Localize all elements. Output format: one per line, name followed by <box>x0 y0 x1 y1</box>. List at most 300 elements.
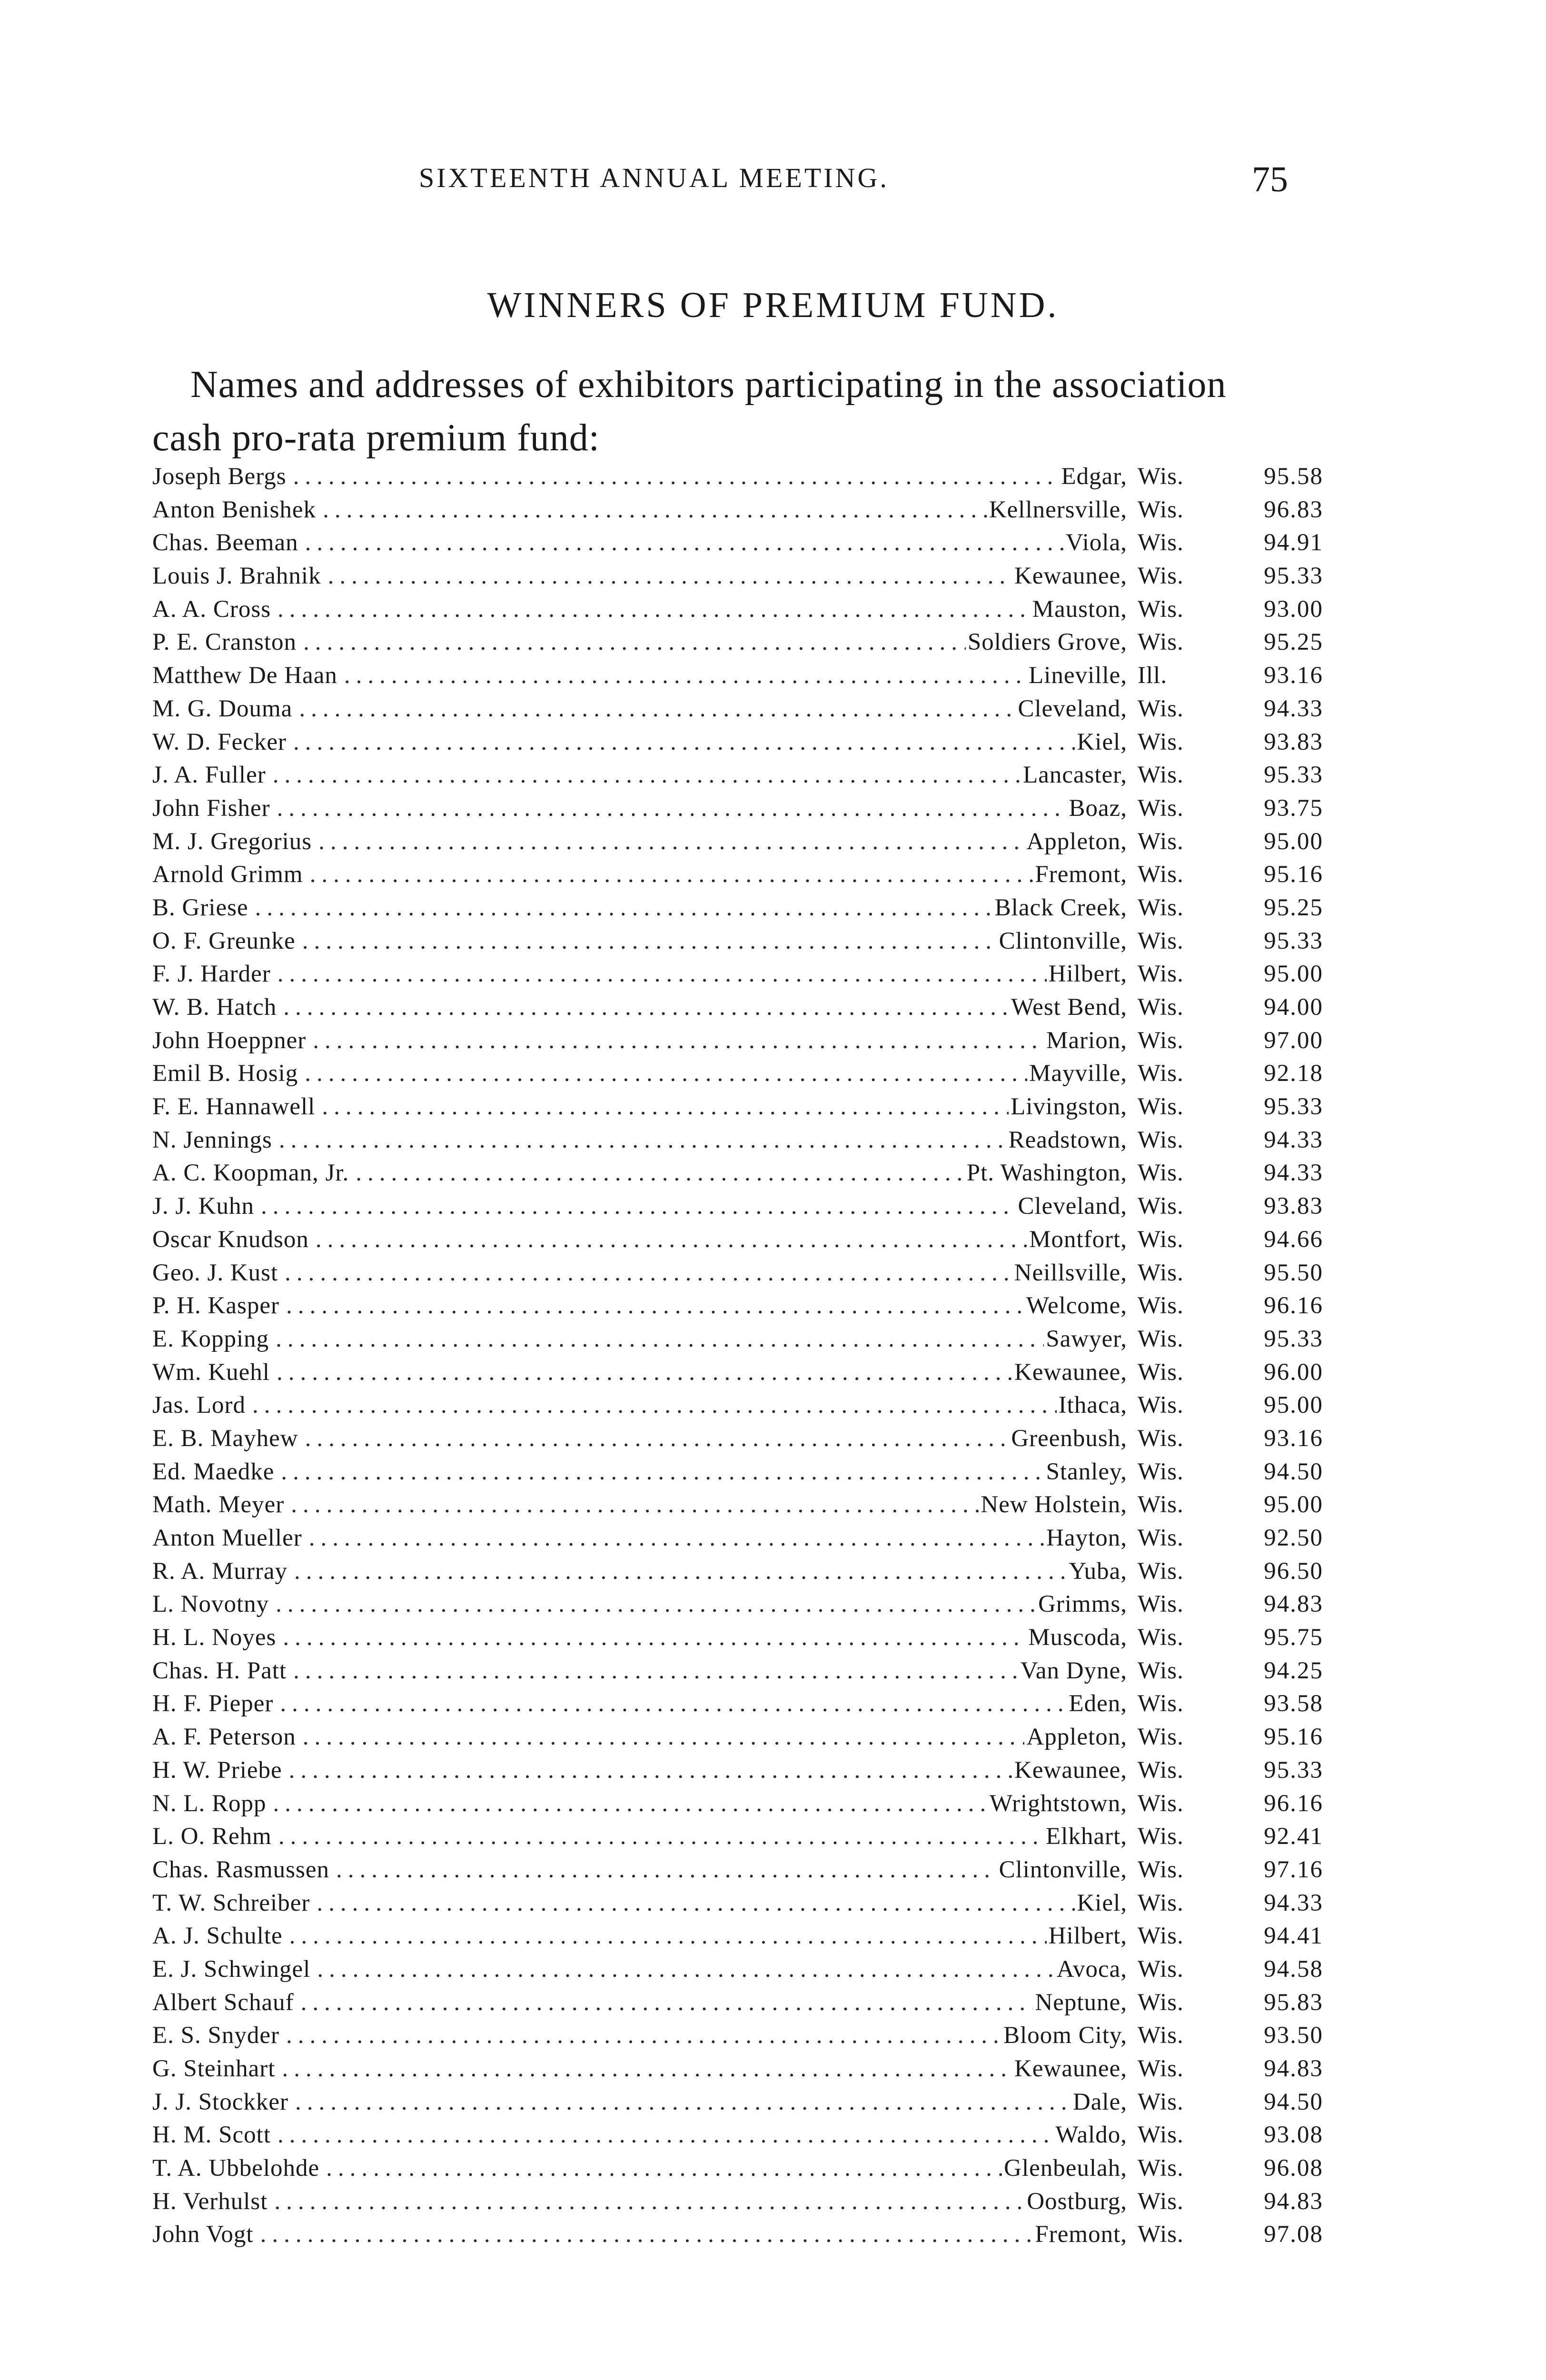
winner-score: 96.16 <box>1264 1790 1323 1817</box>
winner-score: 95.75 <box>1264 1624 1323 1651</box>
winner-state: Wis. <box>1138 1226 1184 1253</box>
leader-dots <box>281 1458 1044 1485</box>
winner-state: Wis. <box>1138 595 1184 623</box>
leader-dots <box>255 894 993 921</box>
winner-row <box>152 2188 1323 2221</box>
winner-row <box>152 1491 1323 1524</box>
leader-dots <box>303 1723 1025 1750</box>
winner-name: J. A. Fuller <box>152 762 266 789</box>
winner-town: Fremont, <box>1035 2221 1127 2248</box>
leader-dots <box>277 794 1067 821</box>
winner-score: 95.00 <box>1264 1491 1323 1518</box>
leader-dots <box>278 1823 1044 1849</box>
winner-town: West Bend, <box>1011 994 1127 1021</box>
winner-name: Albert Schauf <box>152 1989 294 2016</box>
winner-row <box>152 1027 1323 1060</box>
winner-score: 94.33 <box>1264 695 1323 722</box>
winner-town: Viola, <box>1066 529 1127 556</box>
winner-row <box>152 828 1323 861</box>
winner-town: Wrightstown, <box>989 1790 1127 1817</box>
leader-dots <box>318 828 1024 854</box>
leader-dots <box>273 761 1021 788</box>
winner-name: Arnold Grimm <box>152 861 303 888</box>
winner-score: 95.33 <box>1264 1756 1323 1784</box>
winner-score: 96.00 <box>1264 1359 1323 1386</box>
winner-name: O. F. Greunke <box>152 927 296 954</box>
winner-state: Wis. <box>1138 1624 1184 1651</box>
winner-state: Wis. <box>1138 2188 1184 2215</box>
winner-score: 95.00 <box>1264 1392 1323 1419</box>
winner-score: 95.25 <box>1264 629 1323 656</box>
winners-list <box>152 463 1323 2254</box>
winner-state: Wis. <box>1138 728 1184 755</box>
winner-row <box>152 1723 1323 1756</box>
winner-town: Appleton, <box>1026 1724 1127 1751</box>
winner-state: Wis. <box>1138 629 1184 656</box>
winner-score: 95.33 <box>1264 563 1323 590</box>
winner-name: John Vogt <box>152 2221 254 2248</box>
winner-row <box>152 894 1323 927</box>
winner-score: 95.83 <box>1264 1989 1323 2016</box>
winner-row <box>152 595 1323 629</box>
winner-row <box>152 1458 1323 1491</box>
leader-dots <box>322 1093 1009 1120</box>
leader-dots <box>294 1557 1067 1584</box>
winner-score: 93.16 <box>1264 662 1323 689</box>
leader-dots <box>279 1126 1007 1153</box>
winner-row <box>152 2121 1323 2154</box>
winner-name: N. L. Ropp <box>152 1790 267 1817</box>
winner-score: 92.50 <box>1264 1525 1323 1551</box>
winner-name: L. Novotny <box>152 1591 269 1618</box>
winner-row <box>152 1325 1323 1359</box>
leader-dots <box>305 529 1064 555</box>
winner-town: Neptune, <box>1035 1989 1127 2016</box>
winner-row <box>152 861 1323 894</box>
winner-state: Wis. <box>1138 1292 1184 1319</box>
winner-name: N. Jennings <box>152 1126 272 1153</box>
leader-dots <box>316 1226 1027 1252</box>
winner-score: 92.41 <box>1264 1823 1323 1850</box>
winner-town: Kiel, <box>1077 728 1127 755</box>
winner-row <box>152 1624 1323 1657</box>
winner-row <box>152 1226 1323 1259</box>
leader-dots <box>293 1657 1019 1684</box>
winner-name: Emil B. Hosig <box>152 1060 298 1087</box>
winner-town: Montfort, <box>1029 1226 1127 1253</box>
winner-state: Wis. <box>1138 794 1184 822</box>
winner-state: Wis. <box>1138 1126 1184 1153</box>
winner-state: Wis. <box>1138 1923 1184 1950</box>
winner-state: Ill. <box>1138 662 1168 689</box>
winner-name: Joseph Bergs <box>152 463 287 490</box>
winner-town: Soldiers Grove, <box>967 629 1127 656</box>
winner-town: Boaz, <box>1069 794 1127 822</box>
winner-town: Hayton, <box>1046 1525 1127 1551</box>
winner-town: Eden, <box>1069 1690 1127 1717</box>
winner-score: 94.41 <box>1264 1923 1323 1950</box>
winner-row <box>152 1889 1323 1923</box>
winner-row <box>152 1093 1323 1126</box>
winner-town: Clintonville, <box>999 1856 1127 1883</box>
leader-dots <box>277 595 1031 622</box>
winner-town: Kewaunee, <box>1014 1359 1127 1386</box>
winner-state: Wis. <box>1138 1458 1184 1485</box>
winner-row <box>152 1823 1323 1856</box>
winner-row <box>152 662 1323 695</box>
leader-dots <box>323 496 987 523</box>
winner-row <box>152 562 1323 595</box>
winner-row <box>152 695 1323 728</box>
winner-state: Wis. <box>1138 894 1184 921</box>
winner-name: John Fisher <box>152 794 270 822</box>
winner-town: Kewaunee, <box>1014 2055 1127 2082</box>
winner-row <box>152 993 1323 1027</box>
winner-name: Louis J. Brahnik <box>152 563 321 590</box>
winner-name: R. A. Murray <box>152 1557 287 1585</box>
winner-name: E. B. Mayhew <box>152 1425 298 1452</box>
winner-row <box>152 1524 1323 1557</box>
winner-score: 95.00 <box>1264 828 1323 855</box>
winner-row <box>152 2221 1323 2254</box>
winner-state: Wis. <box>1138 463 1184 490</box>
winner-town: Kewaunee, <box>1014 1756 1127 1784</box>
winner-town: Hilbert, <box>1048 1923 1127 1950</box>
winner-name: H. M. Scott <box>152 2122 271 2149</box>
winner-score: 93.75 <box>1264 794 1323 822</box>
running-head <box>0 159 1546 219</box>
winner-town: Lineville, <box>1029 662 1127 689</box>
winner-name: Wm. Kuehl <box>152 1359 270 1386</box>
winner-row <box>152 1989 1323 2022</box>
winner-score: 97.16 <box>1264 1856 1323 1883</box>
winner-score: 95.33 <box>1264 927 1323 954</box>
winner-state: Wis. <box>1138 1060 1184 1087</box>
winner-row <box>152 1790 1323 1823</box>
winner-town: Neillsville, <box>1014 1259 1127 1286</box>
winner-town: Mauston, <box>1032 595 1127 623</box>
winner-score: 97.00 <box>1264 1027 1323 1054</box>
winner-town: Dale, <box>1072 2088 1127 2115</box>
winner-name: Oscar Knudson <box>152 1226 309 1253</box>
winner-row <box>152 1159 1323 1192</box>
winner-name: E. S. Snyder <box>152 2022 279 2049</box>
leader-dots <box>301 1989 1033 2015</box>
winner-score: 95.25 <box>1264 894 1323 921</box>
section-title: WINNERS OF PREMIUM FUND. <box>487 285 1059 325</box>
winner-state: Wis. <box>1138 2221 1184 2248</box>
leader-dots <box>317 1889 1075 1916</box>
winner-town: Ithaca, <box>1058 1392 1127 1419</box>
running-title: SIXTEENTH ANNUAL MEETING. <box>419 162 889 193</box>
winner-row <box>152 960 1323 993</box>
winner-state: Wis. <box>1138 2022 1184 2049</box>
winner-row <box>152 1690 1323 1723</box>
winner-row <box>152 728 1323 762</box>
winner-name: Matthew De Haan <box>152 662 337 689</box>
winner-score: 95.00 <box>1264 961 1323 988</box>
winner-name: P. H. Kasper <box>152 1292 279 1319</box>
winner-state: Wis. <box>1138 762 1184 789</box>
winner-row <box>152 1192 1323 1226</box>
winner-score: 97.08 <box>1264 2221 1323 2248</box>
winner-state: Wis. <box>1138 1591 1184 1618</box>
winner-state: Wis. <box>1138 1160 1184 1187</box>
leader-dots <box>277 2121 1053 2148</box>
leader-dots <box>317 1955 1055 1982</box>
winner-town: Pt. Washington, <box>966 1160 1127 1187</box>
winner-score: 94.66 <box>1264 1226 1323 1253</box>
winner-score: 96.83 <box>1264 496 1323 523</box>
winner-state: Wis. <box>1138 1525 1184 1551</box>
leader-dots <box>289 1922 1047 1949</box>
winner-name: M. G. Douma <box>152 695 293 722</box>
winner-state: Wis. <box>1138 1657 1184 1684</box>
winner-row <box>152 628 1323 662</box>
winner-state: Wis. <box>1138 2088 1184 2115</box>
winner-state: Wis. <box>1138 994 1184 1021</box>
winner-town: New Holstein, <box>981 1491 1127 1518</box>
winner-row <box>152 761 1323 794</box>
winner-town: Hilbert, <box>1048 961 1127 988</box>
winner-name: T. W. Schreiber <box>152 1889 310 1916</box>
winner-name: Anton Mueller <box>152 1525 302 1551</box>
winner-state: Wis. <box>1138 1425 1184 1452</box>
leader-dots <box>328 562 1012 589</box>
winner-name: E. J. Schwingel <box>152 1955 311 1983</box>
intro-paragraph: Names and addresses of exhibitors participating in the association cash pro-rata premium fund: <box>152 364 1227 459</box>
winner-town: Cleveland, <box>1018 1193 1127 1220</box>
winner-town: Elkhart, <box>1046 1823 1127 1850</box>
winner-state: Wis. <box>1138 1690 1184 1717</box>
winner-town: Van Dyne, <box>1020 1657 1127 1684</box>
leader-dots <box>252 1391 1057 1418</box>
winner-score: 94.91 <box>1264 529 1323 556</box>
winner-score: 96.08 <box>1264 2155 1323 2182</box>
winner-town: Black Creek, <box>994 894 1127 921</box>
winner-score: 93.83 <box>1264 728 1323 755</box>
winner-score: 95.16 <box>1264 861 1323 888</box>
leader-dots <box>309 1524 1044 1551</box>
winner-name: L. O. Rehm <box>152 1823 272 1850</box>
winner-score: 94.33 <box>1264 1889 1323 1916</box>
winner-score: 94.50 <box>1264 2088 1323 2115</box>
winner-score: 94.33 <box>1264 1160 1323 1187</box>
leader-dots <box>286 2022 1001 2048</box>
winner-name: Jas. Lord <box>152 1392 246 1419</box>
winner-name: Chas. Beeman <box>152 529 298 556</box>
leader-dots <box>289 1756 1012 1783</box>
winner-name: Chas. H. Patt <box>152 1657 287 1684</box>
winner-name: B. Griese <box>152 894 248 921</box>
winner-state: Wis. <box>1138 1756 1184 1784</box>
leader-dots <box>305 1425 1010 1451</box>
leader-dots <box>260 2221 1033 2247</box>
winner-score: 95.33 <box>1264 762 1323 789</box>
page-number: 75 <box>1252 159 1288 199</box>
winner-state: Wis. <box>1138 1790 1184 1817</box>
winner-state: Wis. <box>1138 2122 1184 2149</box>
winner-town: Marion, <box>1046 1027 1127 1054</box>
winner-state: Wis. <box>1138 1325 1184 1352</box>
winner-state: Wis. <box>1138 1889 1184 1916</box>
winner-name: Ed. Maedke <box>152 1458 275 1485</box>
winner-name: G. Steinhart <box>152 2055 276 2082</box>
winner-name: A. A. Cross <box>152 595 271 623</box>
winner-state: Wis. <box>1138 1989 1184 2016</box>
winner-score: 94.83 <box>1264 1591 1323 1618</box>
winner-name: Math. Meyer <box>152 1491 285 1518</box>
winner-town: Kellnersville, <box>989 496 1127 523</box>
winner-name: A. C. Koopman, Jr. <box>152 1160 349 1187</box>
leader-dots <box>295 2088 1071 2115</box>
winner-state: Wis. <box>1138 2155 1184 2182</box>
winner-row <box>152 2022 1323 2055</box>
winner-name: H. F. Pieper <box>152 1690 274 1717</box>
leader-dots <box>276 1590 1036 1617</box>
winner-town: Edgar, <box>1061 463 1127 490</box>
winner-score: 95.58 <box>1264 463 1323 490</box>
winner-state: Wis. <box>1138 828 1184 855</box>
winner-row <box>152 2154 1323 2188</box>
winner-score: 95.50 <box>1264 1259 1323 1286</box>
winner-name: H. L. Noyes <box>152 1624 277 1651</box>
winner-score: 93.00 <box>1264 595 1323 623</box>
winner-name: A. F. Peterson <box>152 1724 296 1751</box>
winner-row <box>152 1391 1323 1425</box>
leader-dots <box>261 1192 1016 1219</box>
leader-dots <box>299 695 1016 722</box>
leader-dots <box>303 628 966 655</box>
winner-score: 94.25 <box>1264 1657 1323 1684</box>
leader-dots <box>286 1292 1024 1319</box>
winner-state: Wis. <box>1138 529 1184 556</box>
winner-state: Wis. <box>1138 1557 1184 1585</box>
winner-row <box>152 1292 1323 1325</box>
leader-dots <box>285 1259 1012 1286</box>
leader-dots <box>276 1325 1044 1352</box>
winner-score: 94.00 <box>1264 994 1323 1021</box>
winner-name: H. Verhulst <box>152 2188 268 2215</box>
winner-score: 95.33 <box>1264 1093 1323 1121</box>
winner-state: Wis. <box>1138 1193 1184 1220</box>
winner-state: Wis. <box>1138 861 1184 888</box>
winner-row <box>152 2088 1323 2122</box>
leader-dots <box>344 662 1027 688</box>
winner-row <box>152 1590 1323 1624</box>
winner-state: Wis. <box>1138 1093 1184 1121</box>
winner-town: Kewaunee, <box>1014 563 1127 590</box>
winner-town: Livingston, <box>1011 1093 1127 1121</box>
winner-state: Wis. <box>1138 1259 1184 1286</box>
winner-town: Bloom City, <box>1003 2022 1127 2049</box>
winner-state: Wis. <box>1138 927 1184 954</box>
winner-score: 96.50 <box>1264 1557 1323 1585</box>
winner-name: J. J. Kuhn <box>152 1193 255 1220</box>
leader-dots <box>293 728 1075 755</box>
winner-score: 93.16 <box>1264 1425 1323 1452</box>
winner-town: Fremont, <box>1035 861 1127 888</box>
winner-state: Wis. <box>1138 695 1184 722</box>
winner-name: W. D. Fecker <box>152 728 287 755</box>
winner-name: F. J. Harder <box>152 961 271 988</box>
leader-dots <box>326 2154 1002 2181</box>
leader-dots <box>305 1060 1027 1086</box>
leader-dots <box>283 1624 1026 1650</box>
winner-row <box>152 463 1323 496</box>
winner-state: Wis. <box>1138 1856 1184 1883</box>
winner-name: E. Kopping <box>152 1325 269 1352</box>
winner-score: 96.16 <box>1264 1292 1323 1319</box>
winner-town: Yuba, <box>1069 1557 1127 1585</box>
winner-town: Lancaster, <box>1023 762 1127 789</box>
winner-name: Chas. Rasmussen <box>152 1856 329 1883</box>
winner-score: 93.83 <box>1264 1193 1323 1220</box>
winner-row <box>152 1657 1323 1690</box>
winner-score: 93.50 <box>1264 2022 1323 2049</box>
winner-row <box>152 1922 1323 1955</box>
winner-name: H. W. Priebe <box>152 1756 282 1784</box>
winner-state: Wis. <box>1138 1027 1184 1054</box>
winner-score: 94.58 <box>1264 1955 1323 1983</box>
winner-state: Wis. <box>1138 1724 1184 1751</box>
winner-row <box>152 1856 1323 1889</box>
winner-row <box>152 1425 1323 1458</box>
leader-dots <box>280 1690 1067 1716</box>
leader-dots <box>277 1359 1012 1385</box>
winner-score: 93.08 <box>1264 2122 1323 2149</box>
winner-name: F. E. Hannawell <box>152 1093 316 1121</box>
winner-score: 94.83 <box>1264 2188 1323 2215</box>
winner-state: Wis. <box>1138 1955 1184 1983</box>
winner-score: 95.33 <box>1264 1325 1323 1352</box>
winner-state: Wis. <box>1138 496 1184 523</box>
winner-score: 94.33 <box>1264 1126 1323 1153</box>
leader-dots <box>274 2188 1025 2214</box>
winner-row <box>152 1557 1323 1591</box>
winner-score: 95.16 <box>1264 1724 1323 1751</box>
winner-name: J. J. Stockker <box>152 2088 288 2115</box>
winner-row <box>152 1259 1323 1292</box>
winner-row <box>152 496 1323 529</box>
winner-row <box>152 1126 1323 1160</box>
winner-town: Appleton, <box>1026 828 1127 855</box>
winner-row <box>152 2055 1323 2088</box>
winner-town: Welcome, <box>1026 1292 1127 1319</box>
winner-row <box>152 1359 1323 1392</box>
winner-state: Wis. <box>1138 1491 1184 1518</box>
leader-dots <box>291 1491 979 1517</box>
winner-town: Avoca, <box>1056 1955 1127 1983</box>
winner-town: Greenbush, <box>1011 1425 1127 1452</box>
winner-row <box>152 1955 1323 1989</box>
leader-dots <box>273 1790 988 1816</box>
leader-dots <box>282 2055 1012 2082</box>
winner-town: Sawyer, <box>1046 1325 1127 1352</box>
winner-score: 94.83 <box>1264 2055 1323 2082</box>
winner-score: 94.50 <box>1264 1458 1323 1485</box>
winner-name: A. J. Schulte <box>152 1923 283 1950</box>
winner-town: Glenbeulah, <box>1004 2155 1127 2182</box>
winner-name: P. E. Cranston <box>152 629 297 656</box>
winner-name: M. J. Gregorius <box>152 828 312 855</box>
winner-row <box>152 1756 1323 1790</box>
winner-row <box>152 794 1323 828</box>
winner-town: Grimms, <box>1038 1591 1127 1618</box>
winner-state: Wis. <box>1138 961 1184 988</box>
winner-row <box>152 927 1323 961</box>
winner-town: Readstown, <box>1008 1126 1127 1153</box>
